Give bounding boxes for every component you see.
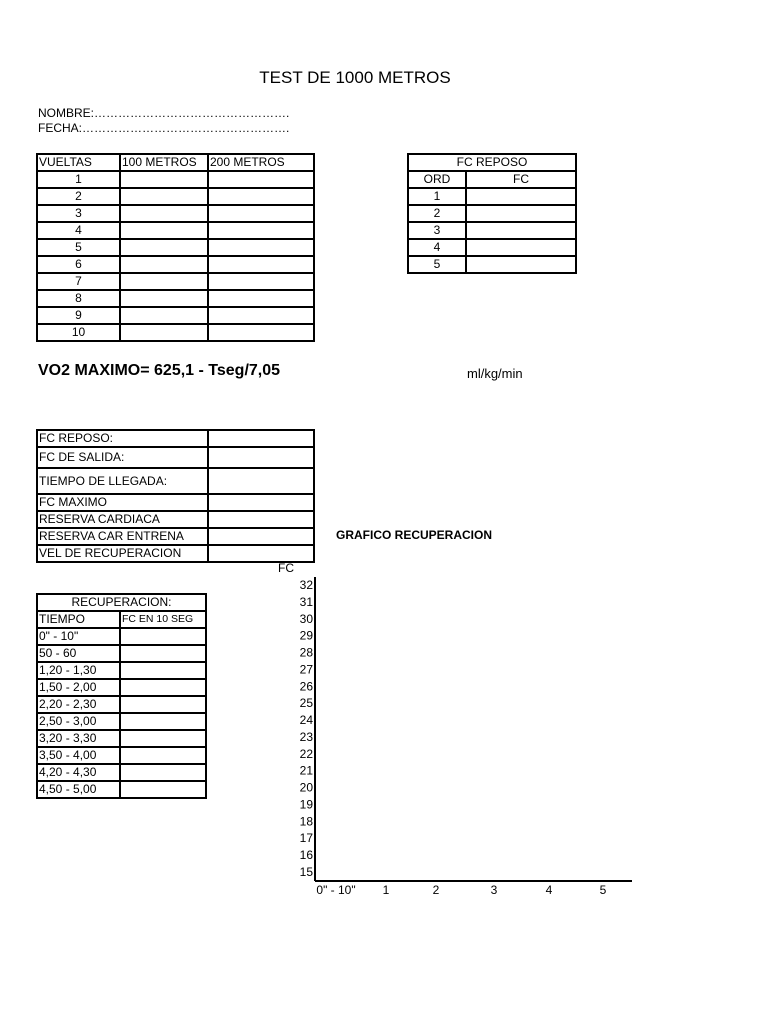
lap-200m-cell[interactable] — [208, 324, 314, 341]
lap-100m-cell[interactable] — [120, 324, 208, 341]
recovery-fc-cell[interactable] — [120, 781, 206, 798]
lap-100m-cell[interactable] — [120, 205, 208, 222]
chart-title: GRAFICO RECUPERACION — [336, 528, 493, 542]
recovery-time: 50 - 60 — [37, 645, 120, 662]
y-tick-label: 30 — [299, 611, 313, 626]
summary-label: FC DE SALIDA: — [37, 447, 208, 468]
recovery-time: 0" - 10" — [37, 628, 120, 645]
fecha-field[interactable]: FECHA:……………………………………………. — [38, 121, 290, 135]
lap-number: 5 — [37, 239, 120, 256]
y-tick-label: 26 — [299, 679, 313, 694]
lap-100m-cell[interactable] — [120, 290, 208, 307]
y-tick-label: 32 — [299, 578, 313, 592]
table-row — [37, 324, 314, 341]
summary-value-cell[interactable] — [208, 528, 314, 545]
lap-100m-cell[interactable] — [120, 273, 208, 290]
recovery-fc-cell[interactable] — [120, 662, 206, 679]
y-tick-label: 17 — [299, 831, 313, 846]
recovery-time: 3,50 - 4,00 — [37, 747, 120, 764]
table-row — [37, 307, 314, 324]
table-row — [37, 447, 314, 468]
recovery-title: RECUPERACION: — [37, 594, 206, 611]
recovery-fc-cell[interactable] — [120, 628, 206, 645]
fc-value-cell[interactable] — [466, 256, 576, 273]
table-row — [37, 468, 314, 494]
vo2-units: ml/kg/min — [467, 366, 523, 381]
lap-200m-cell[interactable] — [208, 307, 314, 324]
lap-200m-cell[interactable] — [208, 205, 314, 222]
laps-header-row — [37, 154, 314, 171]
ord-number: 5 — [408, 256, 466, 273]
page-title: TEST DE 1000 METROS — [259, 68, 451, 87]
fc-value-cell[interactable] — [466, 239, 576, 256]
table-row — [37, 747, 206, 764]
recovery-table — [36, 593, 207, 799]
recovery-header-fc: FC EN 10 SEG — [120, 611, 206, 628]
table-row — [37, 713, 206, 730]
table-row — [37, 781, 206, 798]
recovery-fc-cell[interactable] — [120, 696, 206, 713]
lap-100m-cell[interactable] — [120, 171, 208, 188]
table-row — [408, 222, 576, 239]
x-tick-label: 4 — [545, 883, 553, 897]
recovery-fc-cell[interactable] — [120, 764, 206, 781]
x-tick-label: 1 — [382, 883, 390, 897]
y-tick-label: 21 — [299, 763, 313, 778]
y-tick-label: 28 — [299, 645, 313, 660]
recovery-time: 1,50 - 2,00 — [37, 679, 120, 696]
table-row — [37, 430, 314, 447]
lap-200m-cell[interactable] — [208, 256, 314, 273]
recovery-time: 3,20 - 3,30 — [37, 730, 120, 747]
lap-200m-cell[interactable] — [208, 188, 314, 205]
table-row — [37, 188, 314, 205]
lap-number: 7 — [37, 273, 120, 290]
x-tick-label: 0" - 10" — [316, 883, 356, 897]
y-tick-label: 15 — [299, 865, 313, 879]
lap-100m-cell[interactable] — [120, 222, 208, 239]
y-tick-label: 24 — [299, 713, 313, 728]
y-tick-label: 18 — [299, 814, 313, 829]
table-row — [408, 205, 576, 222]
fc-reposo-header-fc: FC — [466, 171, 576, 188]
fc-reposo-header-row — [408, 171, 576, 188]
fc-reposo-title: FC REPOSO — [408, 154, 576, 171]
y-tick-label: 22 — [299, 746, 313, 761]
y-tick-label: 27 — [299, 662, 313, 677]
table-row — [408, 188, 576, 205]
recovery-fc-cell[interactable] — [120, 730, 206, 747]
lap-200m-cell[interactable] — [208, 171, 314, 188]
recovery-time: 1,20 - 1,30 — [37, 662, 120, 679]
table-row — [37, 679, 206, 696]
recovery-fc-cell[interactable] — [120, 645, 206, 662]
table-row — [37, 273, 314, 290]
recovery-fc-cell[interactable] — [120, 679, 206, 696]
table-row — [37, 645, 206, 662]
recovery-chart — [260, 555, 650, 900]
nombre-field[interactable]: NOMBRE:…………………………………………. — [38, 106, 290, 120]
ord-number: 3 — [408, 222, 466, 239]
table-row — [37, 628, 206, 645]
laps-header-vueltas: VUELTAS — [37, 154, 120, 171]
summary-label: RESERVA CARDIACA — [37, 511, 208, 528]
summary-label: FC MAXIMO — [37, 494, 208, 511]
lap-number: 6 — [37, 256, 120, 273]
fc-reposo-table — [407, 153, 577, 274]
lap-200m-cell[interactable] — [208, 290, 314, 307]
summary-value-cell[interactable] — [208, 511, 314, 528]
fc-reposo-header-ord: ORD — [408, 171, 466, 188]
summary-value-cell[interactable] — [208, 468, 314, 494]
x-tick-label: 3 — [490, 883, 498, 897]
table-row — [37, 696, 206, 713]
y-axis-label: FC — [278, 561, 294, 575]
summary-table — [36, 429, 315, 563]
y-tick-label: 19 — [299, 797, 313, 812]
ord-number: 2 — [408, 205, 466, 222]
lap-100m-cell[interactable] — [120, 307, 208, 324]
summary-label: VEL DE RECUPERACION — [37, 545, 208, 562]
recovery-title-row — [37, 594, 206, 611]
fc-value-cell[interactable] — [466, 205, 576, 222]
lap-number: 1 — [37, 171, 120, 188]
lap-number: 9 — [37, 307, 120, 324]
table-row — [37, 494, 314, 511]
table-row — [37, 764, 206, 781]
laps-header-100m: 100 METROS — [120, 154, 208, 171]
lap-number: 10 — [37, 324, 120, 341]
x-tick-label: 5 — [599, 883, 607, 897]
table-row — [37, 528, 314, 545]
fc-value-cell[interactable] — [466, 188, 576, 205]
y-tick-label: 29 — [299, 628, 313, 643]
table-row — [37, 662, 206, 679]
lap-200m-cell[interactable] — [208, 273, 314, 290]
y-tick-label: 16 — [299, 848, 313, 863]
y-tick-labels — [300, 578, 314, 879]
lap-200m-cell[interactable] — [208, 222, 314, 239]
summary-label: RESERVA CAR ENTRENA — [37, 528, 208, 545]
fc-value-cell[interactable] — [466, 222, 576, 239]
table-row — [408, 256, 576, 273]
recovery-time: 2,20 - 2,30 — [37, 696, 120, 713]
table-row — [37, 171, 314, 188]
recovery-fc-cell[interactable] — [120, 713, 206, 730]
recovery-time: 4,50 - 5,00 — [37, 781, 120, 798]
recovery-time: 4,20 - 4,30 — [37, 764, 120, 781]
fc-reposo-title-row — [408, 154, 576, 171]
lap-100m-cell[interactable] — [120, 239, 208, 256]
y-tick-label: 23 — [299, 729, 313, 744]
vo2-formula: VO2 MAXIMO= 625,1 - Tseg/7,05 — [38, 362, 281, 379]
y-tick-label: 31 — [299, 594, 313, 609]
recovery-header-tiempo: TIEMPO — [37, 611, 120, 628]
summary-value-cell[interactable] — [208, 430, 314, 447]
lap-number: 8 — [37, 290, 120, 307]
x-tick-label: 2 — [432, 883, 440, 897]
laps-table — [36, 153, 315, 342]
lap-100m-cell[interactable] — [120, 256, 208, 273]
summary-value-cell[interactable] — [208, 494, 314, 511]
lap-number: 3 — [37, 205, 120, 222]
summary-label: TIEMPO DE LLEGADA: — [37, 468, 208, 494]
lap-number: 2 — [37, 188, 120, 205]
ord-number: 4 — [408, 239, 466, 256]
summary-label: FC REPOSO: — [37, 430, 208, 447]
table-row — [37, 256, 314, 273]
recovery-header-row — [37, 611, 206, 628]
y-tick-label: 20 — [299, 780, 313, 795]
table-row — [408, 239, 576, 256]
table-row — [37, 239, 314, 256]
table-row — [37, 730, 206, 747]
recovery-fc-cell[interactable] — [120, 747, 206, 764]
laps-header-200m: 200 METROS — [208, 154, 314, 171]
recovery-time: 2,50 - 3,00 — [37, 713, 120, 730]
y-tick-label: 25 — [299, 696, 313, 711]
table-row — [37, 205, 314, 222]
ord-number: 1 — [408, 188, 466, 205]
lap-100m-cell[interactable] — [120, 188, 208, 205]
table-row — [37, 290, 314, 307]
table-row — [37, 222, 314, 239]
x-tick-labels — [316, 883, 606, 897]
summary-value-cell[interactable] — [208, 447, 314, 468]
lap-200m-cell[interactable] — [208, 239, 314, 256]
lap-number: 4 — [37, 222, 120, 239]
table-row — [37, 511, 314, 528]
